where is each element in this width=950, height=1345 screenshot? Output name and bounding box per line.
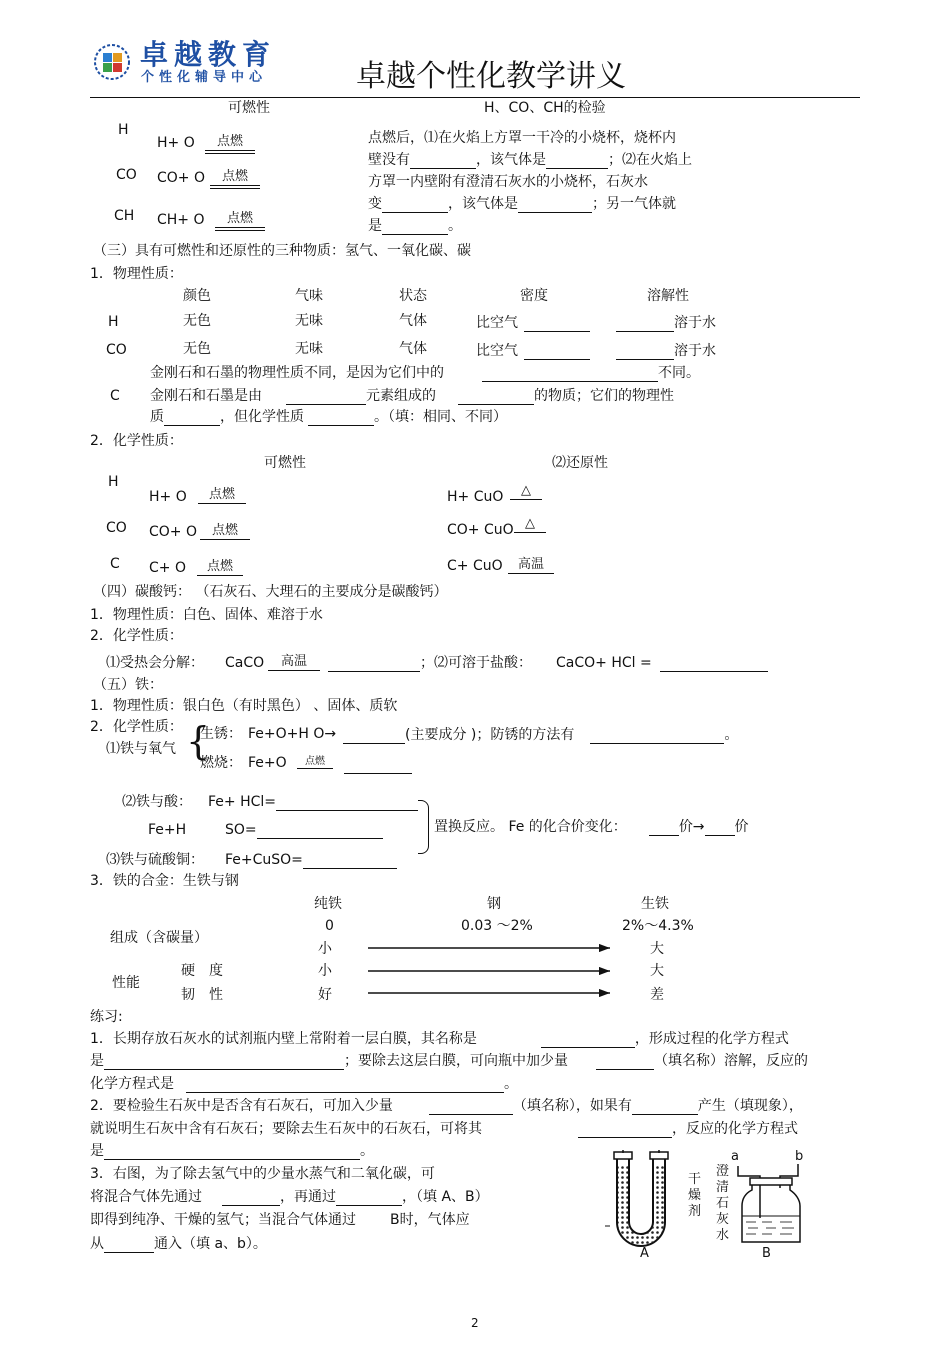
col-gas-test: H、CO、CH的检验	[484, 100, 606, 116]
limewater-label: 澄 清 石 灰 水	[716, 1164, 730, 1243]
eq-co-o2: CO+ O	[157, 170, 205, 186]
label-a-tube: A	[640, 1246, 649, 1261]
comp-pig: 2%～4.3%	[622, 918, 694, 934]
hdr-smell: 气味	[295, 288, 323, 304]
sec4-chem: 2．化学性质：	[90, 628, 183, 644]
sec3-phys-title: 1．物理性质：	[90, 266, 183, 282]
chem-col-flammable: 可燃性	[264, 455, 306, 471]
cond-ch4: 点燃	[215, 207, 265, 226]
header-rule	[90, 97, 860, 98]
sec5-phys: 1．物理性质：银白色（有时黑色） 、固体、质软	[90, 698, 398, 714]
page-number: 2	[471, 1316, 479, 1330]
comp-pure: 0	[325, 918, 334, 934]
col-flammability: 可燃性	[228, 100, 270, 116]
chem-col-reducing: ⑵还原性	[552, 455, 608, 471]
alloy-col-pig: 生铁	[641, 896, 669, 912]
port-a-label: a	[731, 1149, 739, 1164]
label-ch4: CH	[114, 208, 135, 224]
alloy-title: 3．铁的合金：生铁与钢	[90, 873, 239, 889]
comp-label: 组成（含碳量）	[110, 930, 208, 946]
label-h2: H	[118, 122, 129, 138]
hdr-solubility: 溶解性	[647, 288, 689, 304]
sec4-title: （四）碳酸钙： （石灰石、大理石的主要成分是碳酸钙）	[93, 584, 448, 600]
page-title: 卓越个性化教学讲义	[356, 59, 626, 94]
cond-h2: 点燃	[205, 130, 255, 149]
perf-label: 性能	[112, 975, 140, 991]
logo-sub-text: 个性化辅导中心	[141, 70, 268, 85]
alloy-col-pure: 纯铁	[314, 896, 342, 912]
desiccant-label: 干 燥 剂	[688, 1172, 702, 1219]
eq-h2-o2: H+ O	[157, 135, 195, 151]
label-co: CO	[116, 167, 137, 183]
sec3-chem-title: 2．化学性质：	[90, 433, 183, 449]
logo-emblem-icon	[92, 42, 132, 82]
comp-steel: 0.03 ～2%	[461, 918, 533, 934]
port-b-label: b	[795, 1149, 804, 1164]
hdr-color: 颜色	[183, 288, 211, 304]
cond-co: 点燃	[210, 165, 260, 184]
practice-title: 练习:	[90, 1009, 123, 1025]
sec5-chem: 2．化学性质：	[90, 719, 183, 735]
sec5-title: （五）铁：	[93, 677, 163, 693]
eq-ch4-o2: CH+ O	[157, 212, 205, 228]
alloy-arrows	[360, 940, 620, 1000]
sec4-phys: 1．物理性质：白色、固体、难溶于水	[90, 607, 323, 623]
brace-left: {	[186, 719, 211, 763]
hdr-state: 状态	[399, 288, 427, 304]
label-b-bottle: B	[762, 1246, 771, 1261]
u-tube-drawing	[605, 1150, 685, 1250]
logo-main-text: 卓越教育	[140, 38, 277, 71]
hdr-density: 密度	[520, 288, 548, 304]
alloy-col-steel: 钢	[487, 896, 501, 912]
sec3-title: （三）具有可燃性和还原性的三种物质：氢气、一氧化碳、碳	[93, 243, 471, 259]
iron-oxygen-label: ⑴铁与氧气	[106, 741, 176, 757]
gas-bottle-drawing	[730, 1158, 810, 1248]
